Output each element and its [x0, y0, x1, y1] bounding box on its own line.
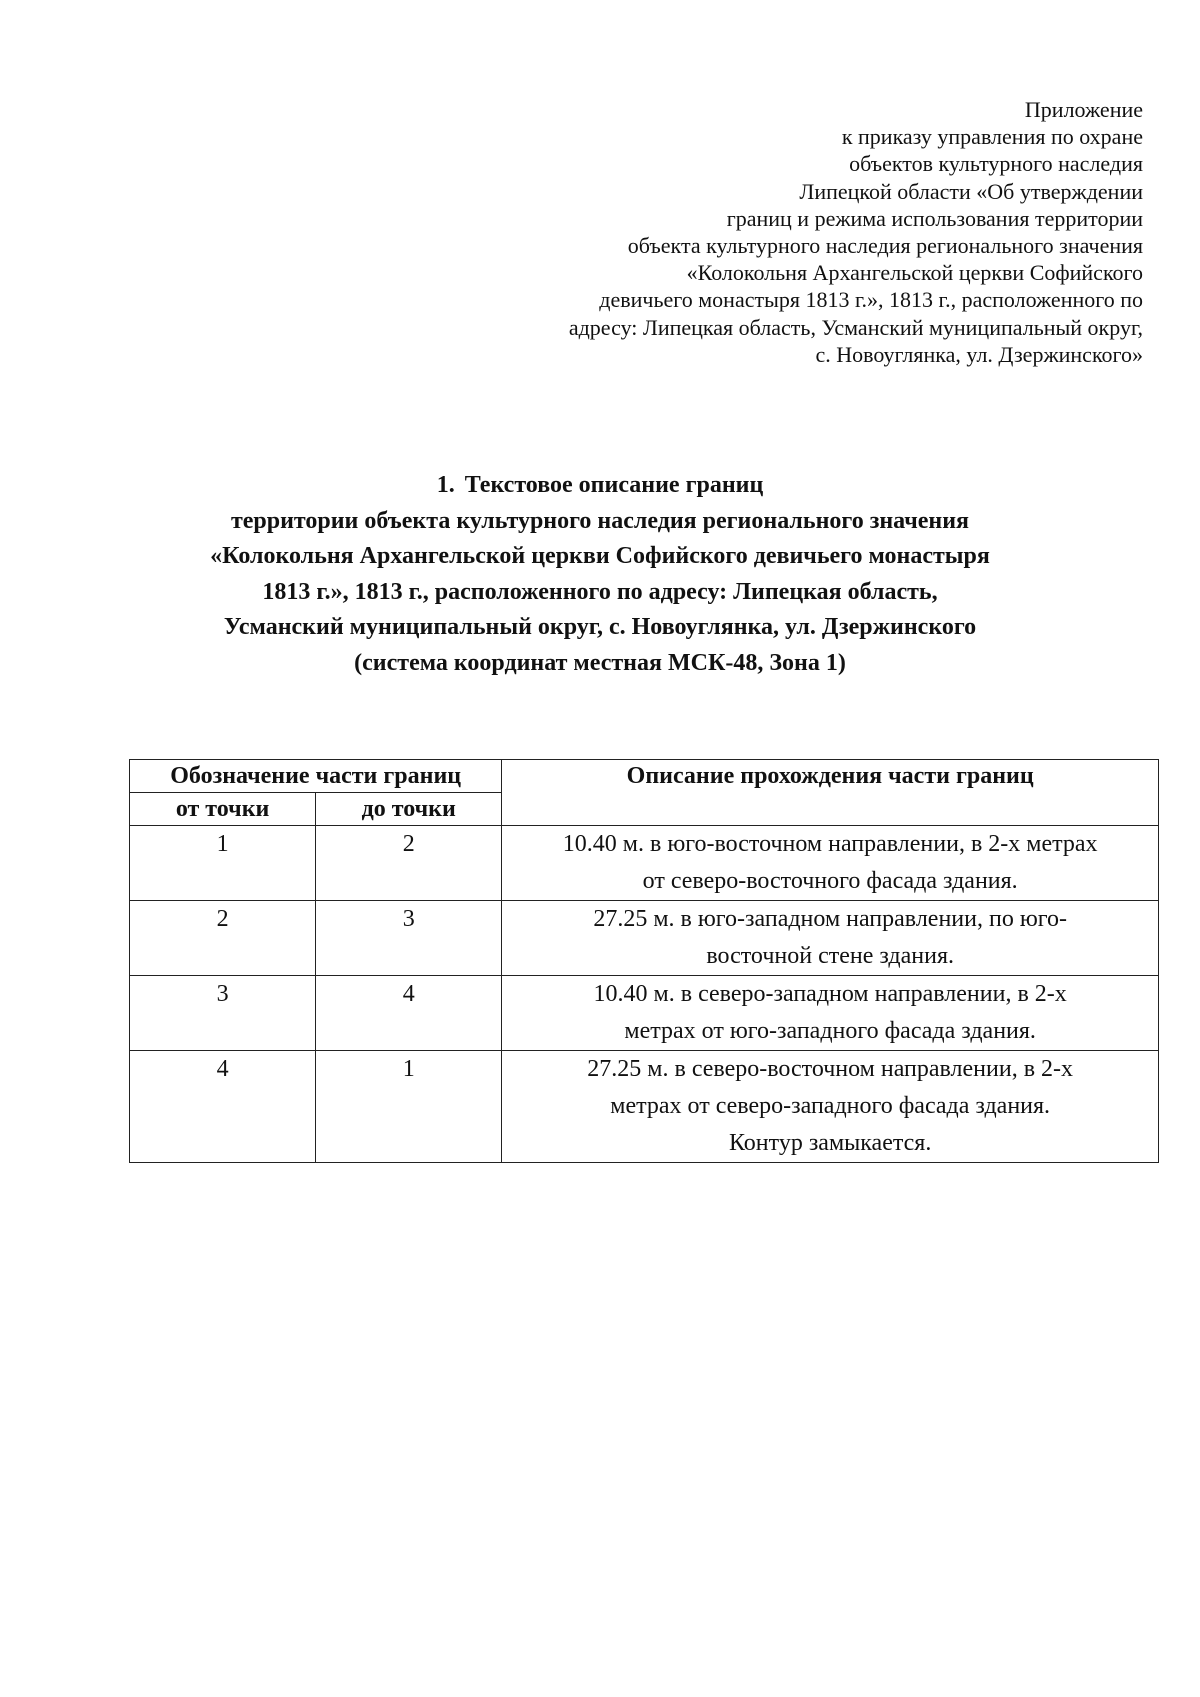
description-line: метрах от юго-западного фасада здания.: [624, 1018, 1036, 1044]
heading-line: территории объекта культурного наследия регионального значения: [230, 507, 970, 534]
heading-line-1: [120, 468, 1080, 504]
appendix-line: Липецкой области «Об утверждении: [799, 178, 1143, 204]
description-line: 27.25 м. в юго-западном направлении, по юго-: [593, 906, 1067, 932]
appendix-block: [443, 96, 1143, 368]
appendix-line: с. Новоуглянка, ул. Дзержинского»: [815, 341, 1143, 367]
table-header-row: [130, 760, 1159, 793]
boundaries-table: [129, 759, 1159, 1163]
header-to-point: до точки: [316, 793, 502, 826]
header-from-point: от точки: [130, 793, 316, 826]
heading-line: (система координат местная МСК-48, Зона 1): [354, 649, 846, 676]
header-description: Описание прохождения части границ: [502, 760, 1159, 826]
cell-from: 2: [130, 901, 316, 976]
heading-line: Усманский муниципальный округ, с. Новоуглянка, ул. Дзержинского: [223, 614, 977, 640]
table-row: [130, 901, 1159, 976]
header-boundary-part: Обозначение части границ: [130, 760, 502, 793]
cell-to: 1: [316, 1051, 502, 1163]
description-line: метрах от северо-западного фасада здания.: [610, 1093, 1051, 1119]
appendix-line: «Колокольня Архангельской церкви Софийского: [686, 260, 1143, 286]
heading-line: 1813 г.», 1813 г., расположенного по адресу: Липецкая область,: [262, 578, 938, 605]
appendix-line: объекта культурного наследия регионального значения: [627, 233, 1143, 259]
description-line: восточной стене здания.: [706, 943, 954, 969]
section-number: 1.: [436, 472, 455, 498]
cell-description: [502, 901, 1159, 976]
cell-description: [502, 1051, 1159, 1163]
cell-from: 1: [130, 826, 316, 901]
description-line: от северо-восточного фасада здания.: [642, 868, 1018, 894]
description-line: 10.40 м. в северо-западном направлении, в 2-х: [593, 981, 1067, 1007]
appendix-line: объектов культурного наследия: [849, 151, 1143, 177]
heading-line: «Колокольня Архангельской церкви Софийского девичьего монастыря: [210, 543, 990, 569]
cell-from: 3: [130, 976, 316, 1051]
cell-to: 2: [316, 826, 502, 901]
appendix-line: к приказу управления по охране: [841, 124, 1143, 150]
cell-description: [502, 826, 1159, 901]
heading-text: Текстовое описание границ: [464, 472, 764, 498]
cell-to: 4: [316, 976, 502, 1051]
appendix-line: Приложение: [1024, 97, 1143, 122]
appendix-line: границ и режима использования территории: [726, 205, 1143, 231]
section-heading: [120, 468, 1080, 681]
cell-from: 4: [130, 1051, 316, 1163]
appendix-line: девичьего монастыря 1813 г.», 1813 г., расположенного по: [599, 287, 1143, 313]
description-line: 10.40 м. в юго-восточном направлении, в 2-х метрах: [562, 831, 1098, 857]
appendix-line: адресу: Липецкая область, Усманский муниципальный округ,: [568, 314, 1143, 340]
cell-to: 3: [316, 901, 502, 976]
description-line: Контур замыкается.: [728, 1130, 932, 1156]
table-row: [130, 976, 1159, 1051]
description-line: 27.25 м. в северо-восточном направлении, в 2-х: [587, 1056, 1074, 1082]
table-row: [130, 1051, 1159, 1163]
table-row: [130, 826, 1159, 901]
cell-description: [502, 976, 1159, 1051]
